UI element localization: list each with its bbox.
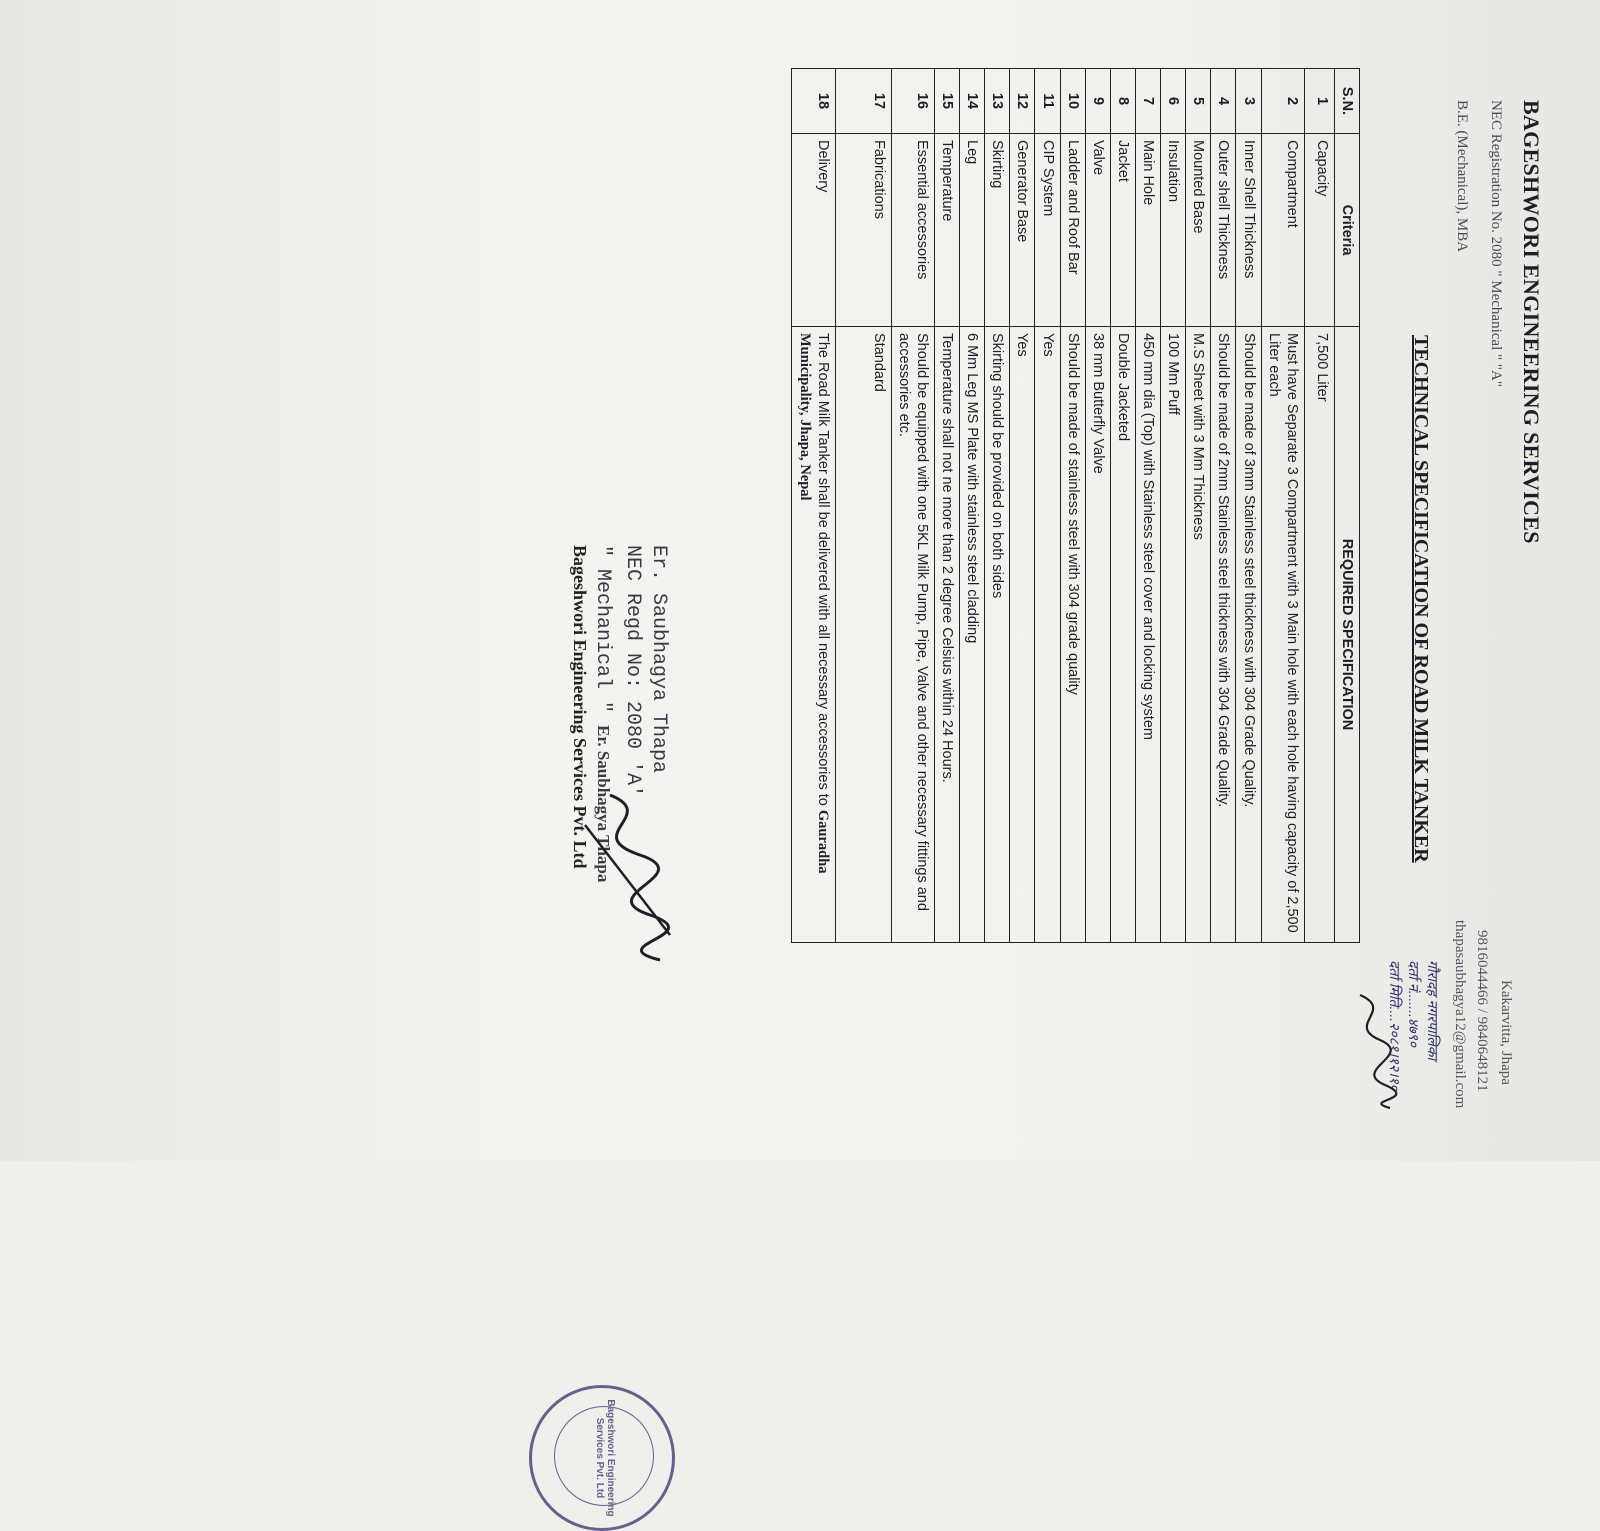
cell-spec: Temperature shall not ne more than 2 degree Celsius within 24 Hours. (935, 327, 960, 943)
header-sn: S.N. (1334, 69, 1359, 134)
cell-sn: 1 (1304, 69, 1334, 134)
address: Kakarvitta, Jhapa (1498, 980, 1514, 1085)
table-row (1236, 69, 1261, 943)
cell-spec: 6 Mm Leg MS Plate with stainless steel cladding (960, 327, 985, 943)
cell-spec: 38 mm Butterfly Valve (1085, 327, 1110, 943)
phone: 9816044466 / 9840648121 (1474, 930, 1490, 1092)
cell-spec: Should be equipped with one 5KL Milk Pump, Pipe, Valve and other necessary fittings and accessories etc. (891, 327, 934, 943)
receipt-line-1: गौरादह नगरपालिका (1425, 960, 1441, 1061)
table-row (1304, 69, 1334, 943)
engineer-company: Bageshwori Engineering Services Pvt. Ltd (570, 545, 590, 869)
cell-sn: 14 (960, 69, 985, 134)
cell-spec: Skirting should be provided on both sides (985, 327, 1010, 943)
cell-criteria: Capacity (1304, 134, 1334, 327)
table-row (792, 69, 835, 943)
table-row (1186, 69, 1211, 943)
cell-sn: 10 (1060, 69, 1085, 134)
cell-sn: 15 (935, 69, 960, 134)
cell-sn: 13 (985, 69, 1010, 134)
cell-criteria: Mounted Base (1186, 134, 1211, 327)
letterhead (1360, 60, 1550, 1120)
cell-spec: 100 Mm Puff (1161, 327, 1186, 943)
cell-criteria: Jacket (1110, 134, 1135, 327)
cell-sn: 2 (1261, 69, 1304, 134)
receipt-line-3: दर्ता मिति....२०८१।१२।१० (1387, 960, 1403, 1091)
cell-criteria: Inner Shell Thickness (1236, 134, 1261, 327)
cell-sn: 3 (1236, 69, 1261, 134)
cell-criteria: Fabrications (835, 134, 891, 327)
delivery-location: Gauradha Municipality, Jhapa, Nepal (796, 333, 831, 874)
cell-sn: 18 (792, 69, 835, 134)
cell-criteria: CIP System (1035, 134, 1060, 327)
nec-number: NEC Regd No: 2080 'A' (621, 545, 644, 798)
table-row (1211, 69, 1236, 943)
cell-sn: 16 (891, 69, 934, 134)
category-label: " Mechanical " (591, 545, 614, 726)
cell-criteria: Outer shell Thickness (1211, 134, 1236, 327)
table-row (1110, 69, 1135, 943)
table-row (1010, 69, 1035, 943)
cell-spec: Yes (1010, 327, 1035, 943)
page-title: TECHNICAL SPECIFICATION OF ROAD MILK TANKER (1410, 335, 1432, 863)
table-row (960, 69, 985, 943)
cell-criteria: Leg (960, 134, 985, 327)
table-row (1035, 69, 1060, 943)
cell-sn: 6 (1161, 69, 1186, 134)
cell-sn: 17 (835, 69, 891, 134)
cell-criteria: Essential accessories (891, 134, 934, 327)
table-row (1085, 69, 1110, 943)
engineer-name: Er. Saubhagya Thapa (647, 545, 670, 774)
cell-spec: Standard (835, 327, 891, 943)
table-row (835, 69, 891, 943)
cell-criteria: Delivery (792, 134, 835, 327)
email: thapasaubhagya12@gmail.com (1452, 920, 1468, 1109)
cell-sn: 5 (1186, 69, 1211, 134)
company-name: BAGESHWORI ENGINEERING SERVICES (1519, 100, 1544, 544)
cell-sn: 11 (1035, 69, 1060, 134)
signature-block (500, 545, 670, 1517)
table-row (985, 69, 1010, 943)
cell-sn: 12 (1010, 69, 1035, 134)
nec-registration: NEC Registration No. 2080 " Mechanical " "A" (1488, 100, 1504, 387)
cell-spec: M.S Sheet with 3 Mm Thickness (1186, 327, 1211, 943)
signature-scribble-icon (570, 785, 680, 965)
cell-criteria: Ladder and Roof Bar (1060, 134, 1085, 327)
cell-spec: 450 mm dia (Top) with Stainless steel cover and locking system (1136, 327, 1161, 943)
cell-spec: Double Jacketed (1110, 327, 1135, 943)
cell-criteria: Generator Base (1010, 134, 1035, 327)
delivery-text: The Road Milk Tanker shall be delivered with all necessary accessories to (814, 333, 831, 806)
cell-sn: 8 (1110, 69, 1135, 134)
cell-criteria: Main Hole (1136, 134, 1161, 327)
cell-sn: 9 (1085, 69, 1110, 134)
company-seal (529, 1385, 675, 1531)
cell-criteria: Compartment (1261, 134, 1304, 327)
initials-scribble-icon (1340, 990, 1400, 1110)
role-label: Er. Saubhagya Thapa (594, 725, 613, 883)
cell-criteria: Valve (1085, 134, 1110, 327)
header-criteria: Criteria (1334, 134, 1359, 327)
table-header-row (1334, 69, 1359, 943)
table-row (935, 69, 960, 943)
cell-spec: Yes (1035, 327, 1060, 943)
table-row (1261, 69, 1304, 943)
header-spec: REQUIRED SPECIFICATION (1334, 327, 1359, 943)
cell-criteria: Temperature (935, 134, 960, 327)
cell-spec: Should be made of 3mm Stainless steel thickness with 304 Grade Quality. (1236, 327, 1261, 943)
seal-text: Bageshwori Engineering Services Pvt. Ltd (594, 1399, 616, 1517)
cell-criteria: Skirting (985, 134, 1010, 327)
cell-spec: Should be made of stainless steel with 304 grade quality (1060, 327, 1085, 943)
table-row (891, 69, 934, 943)
receipt-line-2: दर्ता नं.......४७९० (1406, 960, 1422, 1048)
cell-sn: 7 (1136, 69, 1161, 134)
table-row (1136, 69, 1161, 943)
cell-spec: Must have Separate 3 Compartment with 3 Main hole with each hole having capacity of 2,500 Liter each (1261, 327, 1304, 943)
receipt-stamp (1387, 960, 1442, 1100)
cell-spec: Should be made of 2mm Stainless steel thickness with 304 Grade Quality. (1211, 327, 1236, 943)
cell-sn: 4 (1211, 69, 1236, 134)
cell-criteria: Insulation (1161, 134, 1186, 327)
spec-table (792, 68, 1361, 943)
table-row (1161, 69, 1186, 943)
cell-spec: 7,500 Liter (1304, 327, 1334, 943)
cell-spec (792, 327, 835, 943)
table-row (1060, 69, 1085, 943)
rotated-document (320, 60, 1550, 1517)
education: B.E. (Mechanical), MBA (1454, 100, 1470, 253)
